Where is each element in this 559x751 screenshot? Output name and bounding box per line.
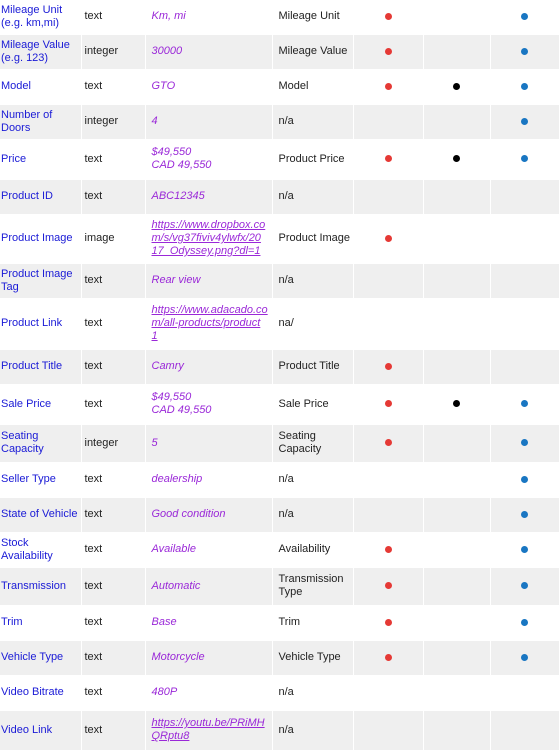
- example-link[interactable]: https://youtu.be/PRiMH QRptu8: [151, 717, 265, 742]
- field-name: Seller Type: [0, 462, 81, 497]
- blue-dot-icon: [521, 619, 528, 626]
- table-row: [0, 532, 559, 567]
- field-example: [145, 214, 272, 263]
- table-row: [0, 179, 559, 214]
- field-type: text: [81, 675, 145, 710]
- required-dot-icon: [385, 439, 392, 446]
- display-label: Availability: [272, 532, 353, 567]
- display-label: n/a: [272, 497, 353, 532]
- field-type: text: [81, 179, 145, 214]
- field-name: Vehicle Type: [0, 640, 81, 675]
- indicator-cell-blue: [490, 0, 559, 34]
- display-label: n/a: [272, 675, 353, 710]
- indicator-cell-blue: [490, 605, 559, 640]
- field-name: Trim: [0, 605, 81, 640]
- required-dot-icon: [385, 13, 392, 20]
- indicator-cell-black: [423, 532, 490, 567]
- table-row: [0, 384, 559, 424]
- indicator-cell-red: [353, 532, 423, 567]
- table-row: [0, 139, 559, 179]
- indicator-cell-red: [353, 424, 423, 462]
- table-row: [0, 675, 559, 710]
- indicator-cell-red: [353, 675, 423, 710]
- table-row: [0, 462, 559, 497]
- field-example: $49,550 CAD 49,550: [145, 384, 272, 424]
- field-type: integer: [81, 424, 145, 462]
- example-link[interactable]: https://www.dropbox.co m/s/vg37fiviv4ylwfx/20 17_Odyssey.png?dl=1: [151, 219, 266, 257]
- indicator-cell-blue: [490, 104, 559, 139]
- indicator-cell-black: [423, 384, 490, 424]
- indicator-cell-blue: [490, 263, 559, 298]
- indicator-cell-black: [423, 349, 490, 384]
- indicator-cell-blue: [490, 179, 559, 214]
- display-label: n/a: [272, 179, 353, 214]
- field-example: 4: [145, 104, 272, 139]
- indicator-cell-black: [423, 0, 490, 34]
- display-label: Mileage Value: [272, 34, 353, 69]
- black-dot-icon: [453, 155, 460, 162]
- blue-dot-icon: [521, 13, 528, 20]
- field-name: Mileage Unit (e.g. km,mi): [0, 0, 81, 34]
- field-type: text: [81, 532, 145, 567]
- field-example: Automatic: [145, 567, 272, 605]
- indicator-cell-blue: [490, 675, 559, 710]
- indicator-cell-black: [423, 567, 490, 605]
- field-type: text: [81, 349, 145, 384]
- field-type: image: [81, 214, 145, 263]
- field-type: text: [81, 263, 145, 298]
- indicator-cell-red: [353, 710, 423, 750]
- indicator-cell-black: [423, 462, 490, 497]
- indicator-cell-black: [423, 675, 490, 710]
- display-label: Sale Price: [272, 384, 353, 424]
- field-type: text: [81, 0, 145, 34]
- field-type: text: [81, 710, 145, 750]
- indicator-cell-black: [423, 640, 490, 675]
- blue-dot-icon: [521, 476, 528, 483]
- indicator-cell-blue: [490, 34, 559, 69]
- display-label: Mileage Unit: [272, 0, 353, 34]
- field-name: Model: [0, 69, 81, 104]
- field-name: Mileage Value (e.g. 123): [0, 34, 81, 69]
- indicator-cell-blue: [490, 532, 559, 567]
- required-dot-icon: [385, 546, 392, 553]
- required-dot-icon: [385, 235, 392, 242]
- field-example: 30000: [145, 34, 272, 69]
- indicator-cell-red: [353, 69, 423, 104]
- indicator-cell-blue: [490, 139, 559, 179]
- required-dot-icon: [385, 582, 392, 589]
- required-dot-icon: [385, 400, 392, 407]
- blue-dot-icon: [521, 439, 528, 446]
- table-row: [0, 349, 559, 384]
- display-label: Transmission Type: [272, 567, 353, 605]
- black-dot-icon: [453, 400, 460, 407]
- field-name: State of Vehicle: [0, 497, 81, 532]
- field-example: Km, mi: [145, 0, 272, 34]
- field-type: text: [81, 567, 145, 605]
- table-row: [0, 640, 559, 675]
- field-type: integer: [81, 34, 145, 69]
- field-type: text: [81, 384, 145, 424]
- table-row: [0, 567, 559, 605]
- field-example: Good condition: [145, 497, 272, 532]
- field-type: text: [81, 462, 145, 497]
- blue-dot-icon: [521, 511, 528, 518]
- field-name: Seating Capacity: [0, 424, 81, 462]
- table-row: [0, 263, 559, 298]
- indicator-cell-black: [423, 497, 490, 532]
- field-example: ABC12345: [145, 179, 272, 214]
- indicator-cell-black: [423, 710, 490, 750]
- indicator-cell-black: [423, 34, 490, 69]
- field-example: dealership: [145, 462, 272, 497]
- table-row: [0, 298, 559, 349]
- indicator-cell-blue: [490, 298, 559, 349]
- field-example: Base: [145, 605, 272, 640]
- indicator-cell-red: [353, 497, 423, 532]
- required-dot-icon: [385, 83, 392, 90]
- table-row: [0, 605, 559, 640]
- display-label: Vehicle Type: [272, 640, 353, 675]
- field-type: text: [81, 605, 145, 640]
- blue-dot-icon: [521, 654, 528, 661]
- display-label: Product Title: [272, 349, 353, 384]
- required-dot-icon: [385, 654, 392, 661]
- table-row: [0, 0, 559, 34]
- field-name: Stock Availability: [0, 532, 81, 567]
- indicator-cell-red: [353, 462, 423, 497]
- table-row: [0, 214, 559, 263]
- table-row: [0, 424, 559, 462]
- indicator-cell-blue: [490, 462, 559, 497]
- required-dot-icon: [385, 48, 392, 55]
- field-name: Product Link: [0, 298, 81, 349]
- display-label: n/a: [272, 462, 353, 497]
- field-example: [145, 710, 272, 750]
- field-name: Video Bitrate: [0, 675, 81, 710]
- blue-dot-icon: [521, 118, 528, 125]
- table-row: [0, 69, 559, 104]
- indicator-cell-blue: [490, 640, 559, 675]
- field-example: Rear view: [145, 263, 272, 298]
- field-type: text: [81, 139, 145, 179]
- display-label: Model: [272, 69, 353, 104]
- field-name: Product Title: [0, 349, 81, 384]
- indicator-cell-blue: [490, 214, 559, 263]
- table-row: [0, 104, 559, 139]
- indicator-cell-blue: [490, 710, 559, 750]
- blue-dot-icon: [521, 48, 528, 55]
- required-dot-icon: [385, 363, 392, 370]
- display-label: Product Price: [272, 139, 353, 179]
- indicator-cell-red: [353, 349, 423, 384]
- display-label: na/: [272, 298, 353, 349]
- field-name: Price: [0, 139, 81, 179]
- field-example: 480P: [145, 675, 272, 710]
- indicator-cell-red: [353, 384, 423, 424]
- blue-dot-icon: [521, 155, 528, 162]
- blue-dot-icon: [521, 83, 528, 90]
- table-row: [0, 497, 559, 532]
- field-example: $49,550 CAD 49,550: [145, 139, 272, 179]
- indicator-cell-red: [353, 263, 423, 298]
- field-name: Number of Doors: [0, 104, 81, 139]
- display-label: n/a: [272, 104, 353, 139]
- indicator-cell-black: [423, 139, 490, 179]
- display-label: Product Image: [272, 214, 353, 263]
- indicator-cell-black: [423, 263, 490, 298]
- field-type: text: [81, 497, 145, 532]
- indicator-cell-red: [353, 567, 423, 605]
- display-label: n/a: [272, 263, 353, 298]
- indicator-cell-red: [353, 605, 423, 640]
- field-type: text: [81, 69, 145, 104]
- indicator-cell-blue: [490, 69, 559, 104]
- table-row: [0, 34, 559, 69]
- indicator-cell-red: [353, 139, 423, 179]
- indicator-cell-red: [353, 0, 423, 34]
- black-dot-icon: [453, 83, 460, 90]
- indicator-cell-black: [423, 104, 490, 139]
- indicator-cell-red: [353, 640, 423, 675]
- indicator-cell-blue: [490, 424, 559, 462]
- indicator-cell-blue: [490, 349, 559, 384]
- field-example: GTO: [145, 69, 272, 104]
- field-type: text: [81, 640, 145, 675]
- field-type: integer: [81, 104, 145, 139]
- field-name: Product ID: [0, 179, 81, 214]
- field-example: Camry: [145, 349, 272, 384]
- indicator-cell-black: [423, 214, 490, 263]
- field-name: Transmission: [0, 567, 81, 605]
- blue-dot-icon: [521, 400, 528, 407]
- field-name: Product Image: [0, 214, 81, 263]
- indicator-cell-black: [423, 179, 490, 214]
- required-dot-icon: [385, 619, 392, 626]
- display-label: n/a: [272, 710, 353, 750]
- field-example: [145, 298, 272, 349]
- indicator-cell-black: [423, 298, 490, 349]
- indicator-cell-red: [353, 214, 423, 263]
- display-label: Trim: [272, 605, 353, 640]
- field-name: Sale Price: [0, 384, 81, 424]
- indicator-cell-blue: [490, 567, 559, 605]
- indicator-cell-red: [353, 179, 423, 214]
- field-example: Available: [145, 532, 272, 567]
- required-dot-icon: [385, 155, 392, 162]
- indicator-cell-red: [353, 104, 423, 139]
- field-example: Motorcycle: [145, 640, 272, 675]
- blue-dot-icon: [521, 546, 528, 553]
- indicator-cell-red: [353, 34, 423, 69]
- indicator-cell-black: [423, 424, 490, 462]
- blue-dot-icon: [521, 582, 528, 589]
- example-link[interactable]: https://www.adacado.co m/all-products/product 1: [151, 304, 268, 342]
- field-type: text: [81, 298, 145, 349]
- field-name: Product Image Tag: [0, 263, 81, 298]
- indicator-cell-black: [423, 69, 490, 104]
- field-name: Video Link: [0, 710, 81, 750]
- display-label: Seating Capacity: [272, 424, 353, 462]
- indicator-cell-black: [423, 605, 490, 640]
- field-example: 5: [145, 424, 272, 462]
- table-row: [0, 710, 559, 750]
- indicator-cell-red: [353, 298, 423, 349]
- indicator-cell-blue: [490, 384, 559, 424]
- indicator-cell-blue: [490, 497, 559, 532]
